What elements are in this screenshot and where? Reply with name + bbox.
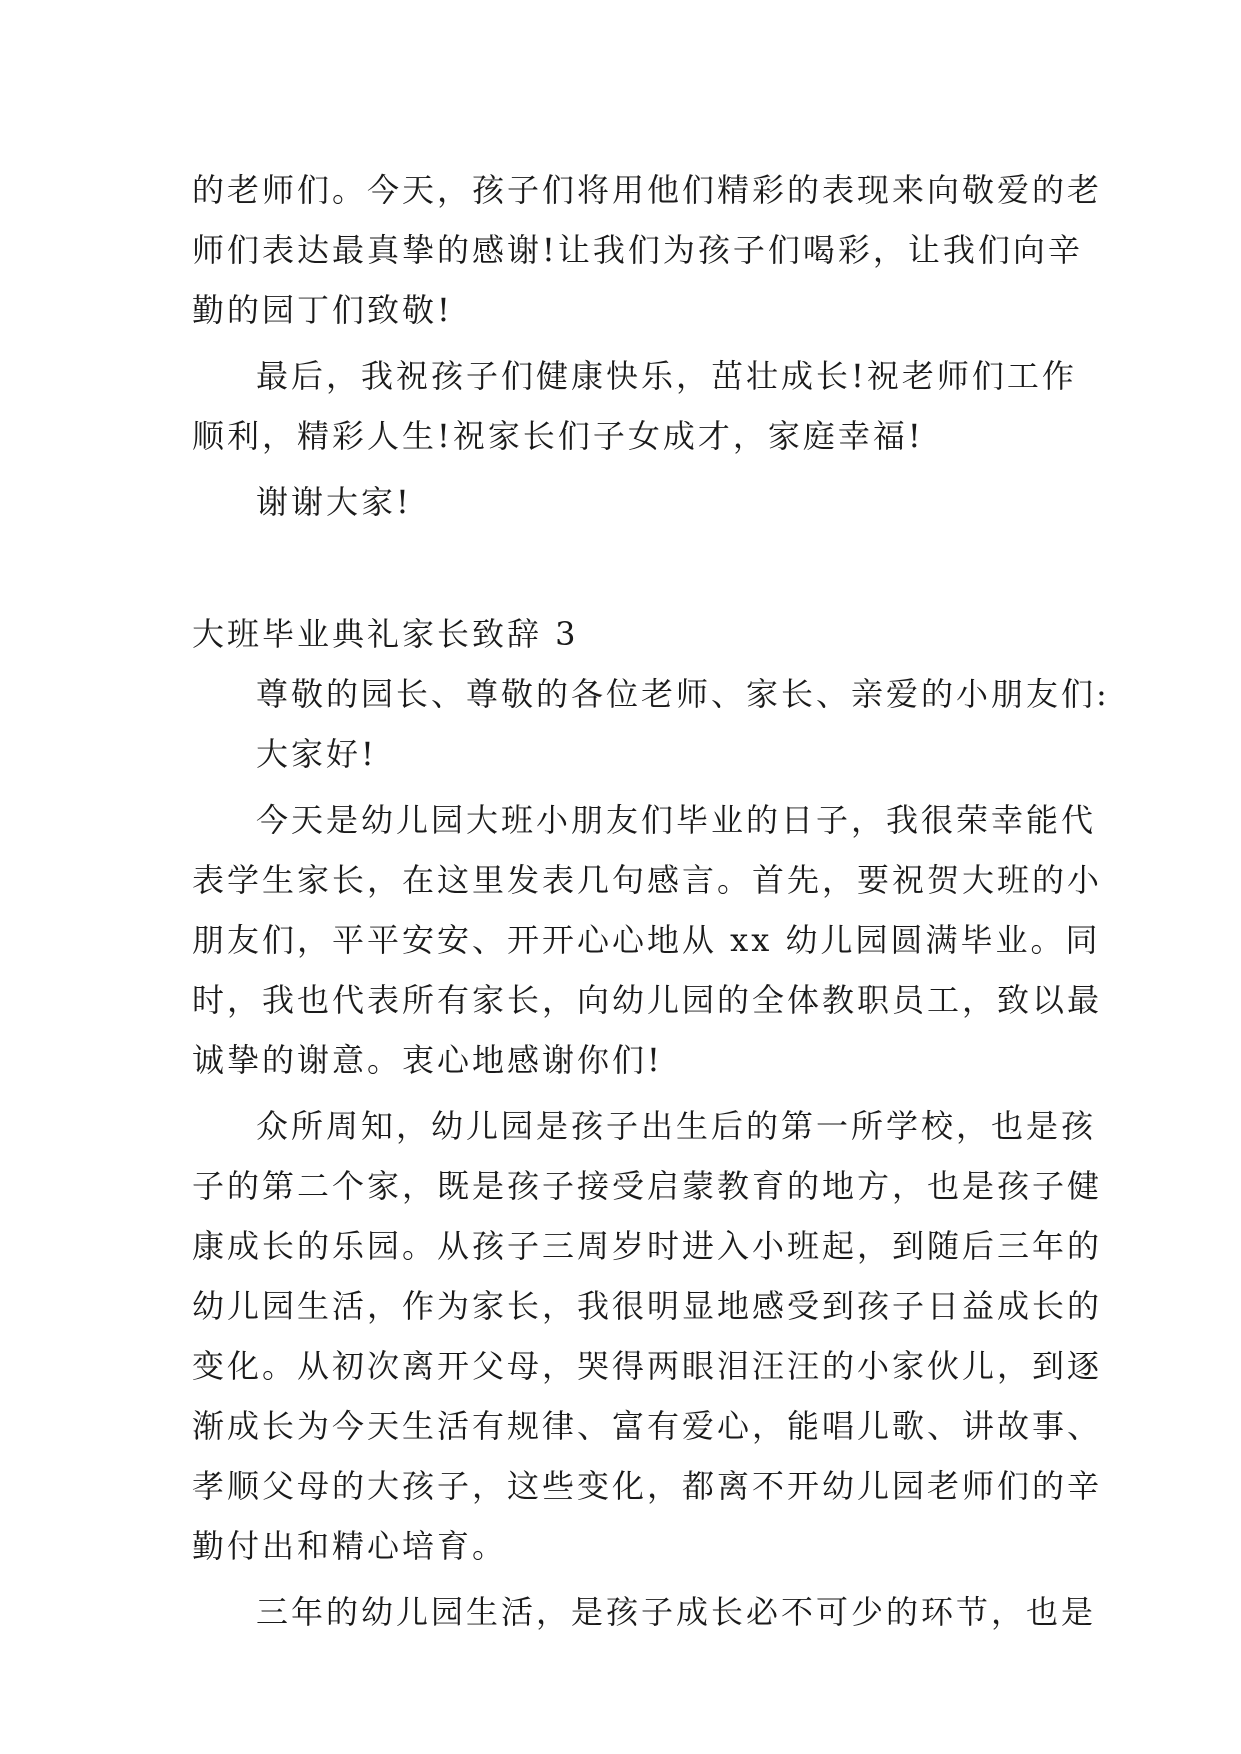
text-line: 康成长的乐园。从孩子三周岁时进入小班起，到随后三年的 — [192, 1227, 1103, 1265]
section-title: 大班毕业典礼家长致辞 3 — [192, 615, 579, 653]
text-line: 尊敬的园长、尊敬的各位老师、家长、亲爱的小朋友们: — [256, 675, 1110, 713]
text-line: 幼儿园生活，作为家长，我很明显地感受到孩子日益成长的 — [192, 1287, 1103, 1325]
text-line: 渐成长为今天生活有规律、富有爱心，能唱儿歌、讲故事、 — [192, 1407, 1103, 1445]
document-body — [192, 160, 1110, 1642]
text-line: 顺利，精彩人生!祝家长们子女成才，家庭幸福! — [192, 417, 924, 455]
text-line: 众所周知，幼儿园是孩子出生后的第一所学校，也是孩 — [256, 1107, 1097, 1145]
text-line: 时，我也代表所有家长，向幼儿园的全体教职员工，致以最 — [192, 981, 1103, 1019]
text-line: 勤的园丁们致敬! — [192, 291, 453, 329]
text-line: 师们表达最真挚的感谢!让我们为孩子们喝彩，让我们向辛 — [192, 231, 1083, 269]
text-line: 谢谢大家! — [256, 483, 412, 521]
text-line: 子的第二个家，既是孩子接受启蒙教育的地方，也是孩子健 — [192, 1167, 1103, 1205]
text-line: 的老师们。今天，孩子们将用他们精彩的表现来向敬爱的老 — [192, 171, 1103, 209]
text-line: 表学生家长，在这里发表几句感言。首先，要祝贺大班的小 — [192, 861, 1103, 899]
text-line: 勤付出和精心培育。 — [192, 1527, 508, 1565]
text-line: 三年的幼儿园生活，是孩子成长必不可少的环节，也是 — [256, 1593, 1097, 1631]
text-line: 大家好! — [256, 735, 377, 773]
text-line: 最后，我祝孩子们健康快乐，茁壮成长!祝老师们工作 — [256, 357, 1077, 395]
text-line: 孝顺父母的大孩子，这些变化，都离不开幼儿园老师们的辛 — [192, 1467, 1103, 1505]
text-line: 朋友们，平平安安、开开心心地从 xx 幼儿园圆满毕业。同 — [192, 921, 1101, 959]
text-line: 变化。从初次离开父母，哭得两眼泪汪汪的小家伙儿，到逐 — [192, 1347, 1103, 1385]
text-line: 今天是幼儿园大班小朋友们毕业的日子，我很荣幸能代 — [256, 801, 1097, 839]
text-line: 诚挚的谢意。衷心地感谢你们! — [192, 1041, 663, 1079]
